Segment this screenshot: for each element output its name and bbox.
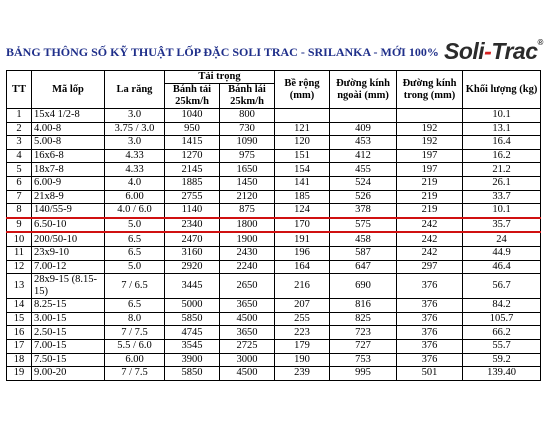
- cell-khoi-luong: 105.7: [463, 312, 541, 326]
- cell-ma-lop: 18x7-8: [32, 163, 105, 177]
- cell-dk-trong: 192: [397, 136, 463, 150]
- cell-banh-tai: 3445: [165, 274, 220, 299]
- cell-banh-lai: 975: [220, 149, 275, 163]
- cell-la-rang: 8.0: [105, 312, 165, 326]
- cell-ma-lop: 7.00-15: [32, 339, 105, 353]
- cell-khoi-luong: 13.1: [463, 122, 541, 136]
- cell-la-rang: 3.75 / 3.0: [105, 122, 165, 136]
- header-dk-trong: Đường kính trong (mm): [397, 71, 463, 109]
- cell-khoi-luong: 24: [463, 232, 541, 246]
- cell-be-rong: 207: [275, 299, 330, 313]
- cell-dk-ngoai: 409: [330, 122, 397, 136]
- cell-khoi-luong: 33.7: [463, 190, 541, 204]
- cell-be-rong: 255: [275, 312, 330, 326]
- cell-ma-lop: 7.00-12: [32, 260, 105, 274]
- cell-dk-trong: 197: [397, 163, 463, 177]
- cell-ma-lop: 9.00-20: [32, 367, 105, 381]
- cell-khoi-luong: 10.1: [463, 204, 541, 218]
- cell-banh-lai: 4500: [220, 367, 275, 381]
- cell-tt: 6: [7, 176, 32, 190]
- table-row: [7, 274, 541, 299]
- cell-la-rang: 4.33: [105, 149, 165, 163]
- cell-dk-trong: 219: [397, 176, 463, 190]
- cell-khoi-luong: 16.4: [463, 136, 541, 150]
- cell-tt: 16: [7, 326, 32, 340]
- cell-tt: 10: [7, 232, 32, 246]
- cell-banh-lai: 2240: [220, 260, 275, 274]
- cell-banh-lai: 1090: [220, 136, 275, 150]
- cell-khoi-luong: 55.7: [463, 339, 541, 353]
- brand-logo: Soli-Trac®: [444, 38, 543, 64]
- cell-dk-ngoai: 690: [330, 274, 397, 299]
- table-row: [7, 232, 541, 246]
- cell-ma-lop: 16x6-8: [32, 149, 105, 163]
- cell-be-rong: 154: [275, 163, 330, 177]
- table-row: [7, 204, 541, 218]
- cell-be-rong: 223: [275, 326, 330, 340]
- cell-dk-trong: 376: [397, 326, 463, 340]
- cell-banh-lai: 2120: [220, 190, 275, 204]
- cell-be-rong: 185: [275, 190, 330, 204]
- cell-tt: 5: [7, 163, 32, 177]
- cell-ma-lop: 200/50-10: [32, 232, 105, 246]
- page-title: BẢNG THÔNG SỐ KỸ THUẬT LỐP ĐẶC SOLI TRAC - SRILANKA - MỚI 100%: [6, 45, 439, 59]
- cell-khoi-luong: 35.7: [463, 218, 541, 233]
- header-be-rong: Bề rộng (mm): [275, 71, 330, 109]
- cell-khoi-luong: 21.2: [463, 163, 541, 177]
- cell-khoi-luong: 44.9: [463, 246, 541, 260]
- cell-ma-lop: 6.50-10: [32, 218, 105, 233]
- table-row: [7, 339, 541, 353]
- cell-banh-tai: 3545: [165, 339, 220, 353]
- table-row: [7, 367, 541, 381]
- cell-banh-tai: 3160: [165, 246, 220, 260]
- cell-dk-trong: 297: [397, 260, 463, 274]
- cell-banh-tai: 5850: [165, 367, 220, 381]
- cell-ma-lop: 3.00-15: [32, 312, 105, 326]
- cell-tt: 17: [7, 339, 32, 353]
- cell-banh-lai: 3000: [220, 353, 275, 367]
- cell-tt: 3: [7, 136, 32, 150]
- cell-dk-ngoai: 825: [330, 312, 397, 326]
- cell-be-rong: 164: [275, 260, 330, 274]
- cell-tt: 1: [7, 109, 32, 123]
- table-row: [7, 218, 541, 233]
- cell-tt: 18: [7, 353, 32, 367]
- cell-dk-trong: 192: [397, 122, 463, 136]
- cell-dk-trong: 376: [397, 274, 463, 299]
- cell-dk-ngoai: 378: [330, 204, 397, 218]
- cell-ma-lop: 4.00-8: [32, 122, 105, 136]
- cell-la-rang: 3.0: [105, 109, 165, 123]
- cell-khoi-luong: 84.2: [463, 299, 541, 313]
- cell-la-rang: 7 / 7.5: [105, 367, 165, 381]
- cell-ma-lop: 21x8-9: [32, 190, 105, 204]
- table-row: [7, 260, 541, 274]
- cell-dk-ngoai: 723: [330, 326, 397, 340]
- cell-dk-trong: [397, 109, 463, 123]
- cell-be-rong: 121: [275, 122, 330, 136]
- cell-banh-lai: 2650: [220, 274, 275, 299]
- header-tai-trong: Tải trọng: [165, 71, 275, 84]
- table-row: [7, 136, 541, 150]
- cell-ma-lop: 5.00-8: [32, 136, 105, 150]
- cell-dk-ngoai: 524: [330, 176, 397, 190]
- cell-be-rong: 191: [275, 232, 330, 246]
- cell-be-rong: [275, 109, 330, 123]
- cell-banh-lai: 1650: [220, 163, 275, 177]
- cell-be-rong: 120: [275, 136, 330, 150]
- cell-tt: 4: [7, 149, 32, 163]
- cell-banh-lai: 2725: [220, 339, 275, 353]
- cell-banh-tai: 2920: [165, 260, 220, 274]
- header-tt: TT: [7, 71, 32, 109]
- cell-dk-ngoai: 458: [330, 232, 397, 246]
- header-speed-lai: 25km/h: [220, 96, 275, 109]
- cell-tt: 14: [7, 299, 32, 313]
- cell-dk-trong: 242: [397, 232, 463, 246]
- cell-be-rong: 196: [275, 246, 330, 260]
- cell-la-rang: 5.0: [105, 218, 165, 233]
- header-banh-tai: Bánh tải: [165, 84, 220, 97]
- cell-banh-tai: 1140: [165, 204, 220, 218]
- table-row: [7, 122, 541, 136]
- cell-la-rang: 4.0: [105, 176, 165, 190]
- cell-dk-ngoai: 453: [330, 136, 397, 150]
- cell-be-rong: 179: [275, 339, 330, 353]
- cell-dk-ngoai: [330, 109, 397, 123]
- cell-be-rong: 141: [275, 176, 330, 190]
- cell-la-rang: 4.0 / 6.0: [105, 204, 165, 218]
- cell-la-rang: 5.0: [105, 260, 165, 274]
- cell-dk-ngoai: 575: [330, 218, 397, 233]
- cell-khoi-luong: 59.2: [463, 353, 541, 367]
- cell-be-rong: 170: [275, 218, 330, 233]
- cell-dk-ngoai: 647: [330, 260, 397, 274]
- header-la-rang: La răng: [105, 71, 165, 109]
- cell-dk-trong: 501: [397, 367, 463, 381]
- cell-la-rang: 4.33: [105, 163, 165, 177]
- cell-dk-trong: 197: [397, 149, 463, 163]
- cell-dk-trong: 376: [397, 299, 463, 313]
- cell-khoi-luong: 66.2: [463, 326, 541, 340]
- cell-be-rong: 190: [275, 353, 330, 367]
- table-row: [7, 163, 541, 177]
- cell-khoi-luong: 16.2: [463, 149, 541, 163]
- cell-banh-lai: 3650: [220, 326, 275, 340]
- table-row: [7, 109, 541, 123]
- cell-tt: 11: [7, 246, 32, 260]
- cell-banh-tai: 2340: [165, 218, 220, 233]
- table-row: [7, 299, 541, 313]
- cell-tt: 19: [7, 367, 32, 381]
- cell-banh-lai: 1450: [220, 176, 275, 190]
- table-row: [7, 246, 541, 260]
- cell-banh-tai: 5000: [165, 299, 220, 313]
- cell-la-rang: 6.00: [105, 190, 165, 204]
- cell-ma-lop: 2.50-15: [32, 326, 105, 340]
- cell-tt: 9: [7, 218, 32, 233]
- cell-la-rang: 3.0: [105, 136, 165, 150]
- cell-be-rong: 239: [275, 367, 330, 381]
- cell-banh-lai: 730: [220, 122, 275, 136]
- cell-be-rong: 151: [275, 149, 330, 163]
- cell-la-rang: 7 / 7.5: [105, 326, 165, 340]
- cell-tt: 7: [7, 190, 32, 204]
- cell-khoi-luong: 46.4: [463, 260, 541, 274]
- table-row: [7, 326, 541, 340]
- cell-dk-trong: 376: [397, 312, 463, 326]
- cell-banh-tai: 1270: [165, 149, 220, 163]
- cell-ma-lop: 6.00-9: [32, 176, 105, 190]
- cell-banh-tai: 2755: [165, 190, 220, 204]
- cell-ma-lop: 140/55-9: [32, 204, 105, 218]
- cell-tt: 8: [7, 204, 32, 218]
- table-row: [7, 312, 541, 326]
- cell-banh-lai: 1900: [220, 232, 275, 246]
- cell-ma-lop: 23x9-10: [32, 246, 105, 260]
- cell-dk-trong: 242: [397, 218, 463, 233]
- cell-dk-ngoai: 727: [330, 339, 397, 353]
- header-khoi-luong: Khối lượng (kg): [463, 71, 541, 109]
- header-speed-tai: 25km/h: [165, 96, 220, 109]
- cell-dk-ngoai: 587: [330, 246, 397, 260]
- cell-banh-tai: 1040: [165, 109, 220, 123]
- cell-tt: 2: [7, 122, 32, 136]
- cell-khoi-luong: 26.1: [463, 176, 541, 190]
- cell-banh-tai: 950: [165, 122, 220, 136]
- cell-banh-tai: 2470: [165, 232, 220, 246]
- cell-la-rang: 6.00: [105, 353, 165, 367]
- cell-dk-ngoai: 455: [330, 163, 397, 177]
- cell-dk-trong: 219: [397, 190, 463, 204]
- cell-la-rang: 6.5: [105, 299, 165, 313]
- cell-khoi-luong: 56.7: [463, 274, 541, 299]
- cell-la-rang: 5.5 / 6.0: [105, 339, 165, 353]
- cell-ma-lop: 7.50-15: [32, 353, 105, 367]
- table-row: [7, 190, 541, 204]
- cell-dk-trong: 242: [397, 246, 463, 260]
- cell-banh-lai: 1800: [220, 218, 275, 233]
- cell-banh-lai: 3650: [220, 299, 275, 313]
- cell-la-rang: 6.5: [105, 246, 165, 260]
- cell-khoi-luong: 10.1: [463, 109, 541, 123]
- cell-banh-tai: 1415: [165, 136, 220, 150]
- cell-be-rong: 216: [275, 274, 330, 299]
- cell-dk-ngoai: 995: [330, 367, 397, 381]
- header-banh-lai: Bánh lái: [220, 84, 275, 97]
- cell-ma-lop: 8.25-15: [32, 299, 105, 313]
- cell-tt: 15: [7, 312, 32, 326]
- cell-ma-lop: 15x4 1/2-8: [32, 109, 105, 123]
- cell-ma-lop: 28x9-15 (8.15-15): [32, 274, 105, 299]
- cell-dk-trong: 376: [397, 353, 463, 367]
- cell-dk-ngoai: 753: [330, 353, 397, 367]
- table-row: [7, 176, 541, 190]
- cell-dk-ngoai: 526: [330, 190, 397, 204]
- table-row: [7, 149, 541, 163]
- cell-banh-tai: 2145: [165, 163, 220, 177]
- table-row: [7, 353, 541, 367]
- spec-table: [6, 70, 541, 381]
- cell-dk-ngoai: 412: [330, 149, 397, 163]
- cell-banh-lai: 875: [220, 204, 275, 218]
- cell-khoi-luong: 139.40: [463, 367, 541, 381]
- cell-banh-tai: 1885: [165, 176, 220, 190]
- cell-banh-lai: 800: [220, 109, 275, 123]
- cell-tt: 12: [7, 260, 32, 274]
- cell-be-rong: 124: [275, 204, 330, 218]
- cell-tt: 13: [7, 274, 32, 299]
- cell-banh-lai: 4500: [220, 312, 275, 326]
- cell-dk-ngoai: 816: [330, 299, 397, 313]
- cell-la-rang: 6.5: [105, 232, 165, 246]
- header-dk-ngoai: Đường kính ngoài (mm): [330, 71, 397, 109]
- cell-la-rang: 7 / 6.5: [105, 274, 165, 299]
- cell-banh-tai: 3900: [165, 353, 220, 367]
- cell-dk-trong: 219: [397, 204, 463, 218]
- cell-banh-lai: 2430: [220, 246, 275, 260]
- cell-banh-tai: 4745: [165, 326, 220, 340]
- header-ma-lop: Mã lốp: [32, 71, 105, 109]
- cell-dk-trong: 376: [397, 339, 463, 353]
- cell-banh-tai: 5850: [165, 312, 220, 326]
